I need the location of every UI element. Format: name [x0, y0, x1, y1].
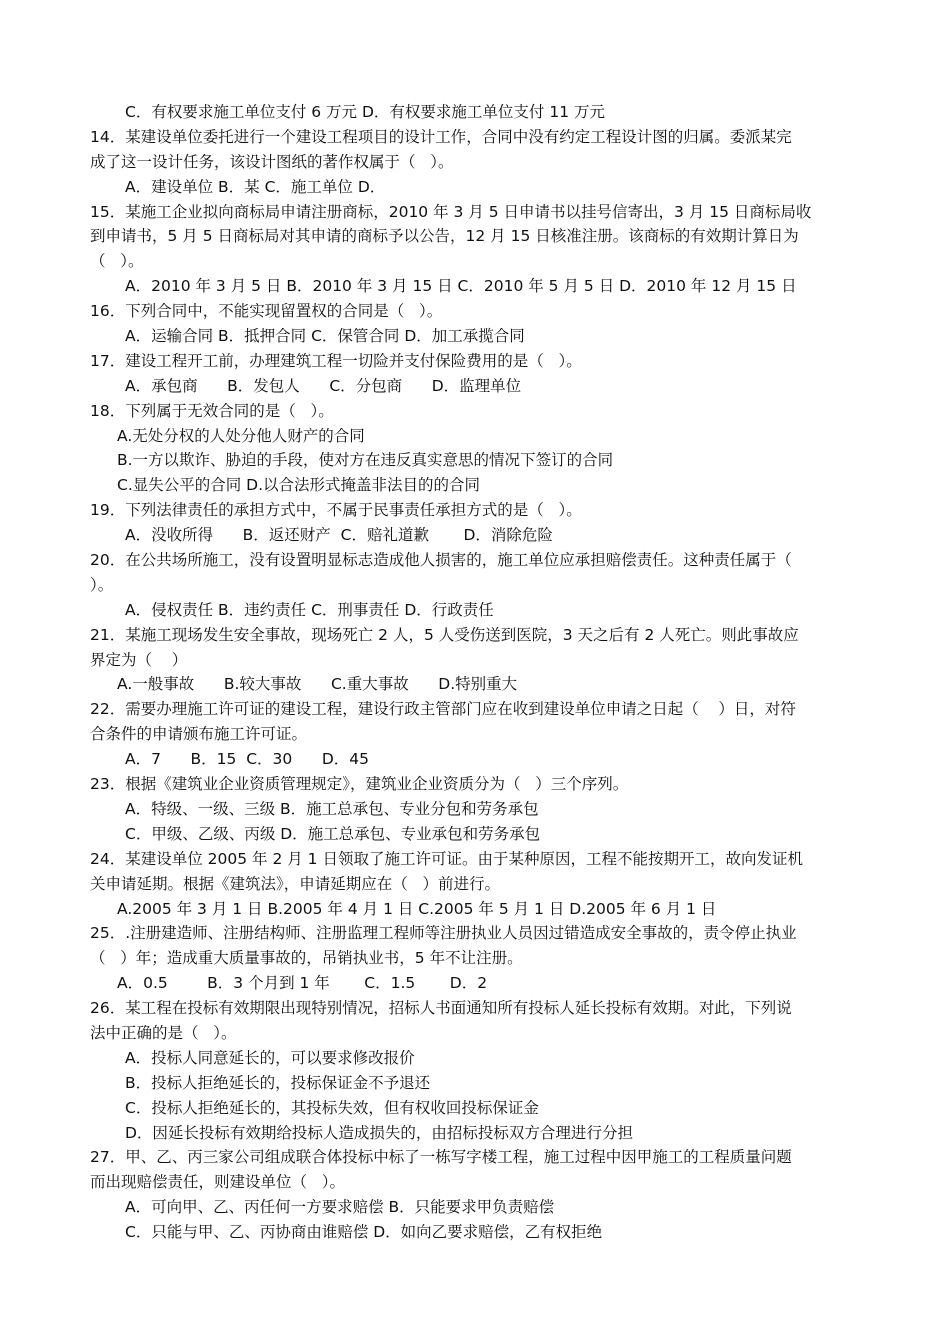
- option-line: B．投标人拒绝延长的，投标保证金不予退还: [125, 1073, 431, 1092]
- question-line: 24．某建设单位 2005 年 2 月 1 日领取了施工许可证。由于某种原因，工程不能按期开工，故向发证机: [90, 849, 803, 868]
- option-line: A．可向甲、乙、丙任何一方要求赔偿 B．只能要求甲负责赔偿: [125, 1198, 555, 1217]
- option-line: A.2005 年 3 月 1 日 B.2005 年 4 月 1 日 C.2005 年 5 月 1 日 D.2005 年 6 月 1 日: [117, 899, 717, 918]
- option-line: D．因延长投标有效期给投标人造成损失的，由招标投标双方合理进行分担: [125, 1123, 633, 1142]
- question-line: 合条件的申请颁布施工许可证。: [90, 725, 308, 744]
- question-line: 27．甲、乙、丙三家公司组成联合体投标中标了一栋写字楼工程，施工过程中因甲施工的工程质量问题: [90, 1148, 792, 1167]
- option-line: A．侵权责任 B．违约责任 C．刑事责任 D．行政责任: [125, 600, 494, 619]
- question-line: 成了这一设计任务，该设计图纸的著作权属于（ ）。: [90, 152, 454, 171]
- question-line: 23．根据《建筑业企业资质管理规定》，建筑业企业资质分为（ ）三个序列。: [90, 775, 629, 794]
- option-line: A.一般事故 B.较大事故 C.重大事故 D.特别重大: [117, 675, 518, 694]
- question-line: 17．建设工程开工前，办理建筑工程一切险并支付保险费用的是（ ）。: [90, 351, 582, 370]
- option-line: C.显失公平的合同 D.以合法形式掩盖非法目的的合同: [117, 476, 481, 495]
- question-line: 19．下列法律责任的承担方式中，不属于民事责任承担方式的是（ ）。: [90, 501, 582, 520]
- question-line: ）。: [90, 575, 114, 594]
- option-line: C．甲级、乙级、丙级 D．施工总承包、专业承包和劳务承包: [125, 824, 541, 843]
- document-page: [90, 100, 865, 1245]
- option-line: A.无处分权的人处分他人财产的合同: [117, 426, 365, 445]
- option-line: B.一方以欺诈、胁迫的手段，使对方在违反真实意思的情况下签订的合同: [117, 451, 614, 470]
- option-line: C．只能与甲、乙、丙协商由谁赔偿 D．如向乙要求赔偿，乙有权拒绝: [125, 1223, 603, 1242]
- question-line: 18．下列属于无效合同的是（ ）。: [90, 401, 334, 420]
- option-line: A．建设单位 B．某 C．施工单位 D．: [125, 177, 386, 196]
- option-line: C．投标人拒绝延长的，其投标失效，但有权收回投标保证金: [125, 1098, 539, 1117]
- question-line: 26．某工程在投标有效期限出现特别情况，招标人书面通知所有投标人延长投标有效期。对此，下列说: [90, 999, 792, 1018]
- question-line: 界定为（ ）: [90, 650, 188, 669]
- option-line: C．有权要求施工单位支付 6 万元 D．有权要求施工单位支付 11 万元: [125, 103, 605, 121]
- question-line: 到申请书，5 月 5 日商标局对其申请的商标予以公告，12 月 15 日核准注册。该商标的有效期计算日为: [90, 227, 799, 246]
- question-line: 关申请延期。根据《建筑法》，申请延期应在（ ）前进行。: [90, 874, 501, 893]
- question-line: 25．.注册建造师、注册结构师、注册监理工程师等注册执业人员因过错造成安全事故的，责令停止执业: [90, 924, 797, 943]
- question-line: 21．某施工现场发生安全事故，现场死亡 2 人，5 人受伤送到医院，3 天之后有 2 人死亡。则此事故应: [90, 625, 799, 644]
- option-line: A．7 B．15 C．30 D．45: [125, 750, 370, 769]
- question-line: 而出现赔偿责任，则建设单位（ ）。: [90, 1173, 346, 1192]
- question-line: 16．下列合同中，不能实现留置权的合同是（ ）。: [90, 302, 443, 321]
- option-line: A．运输合同 B．抵押合同 C．保管合同 D．加工承揽合同: [125, 327, 525, 346]
- option-line: A．没收所得 B．返还财产 C．赔礼道歉 D．消除危险: [125, 526, 553, 545]
- question-line: 法中正确的是（ ）。: [90, 1023, 237, 1042]
- option-line: A．0.5 B．3 个月到 1 年 C．1.5 D．2: [117, 974, 488, 993]
- option-line: A．特级、一级、三级 B．施工总承包、专业分包和劳务承包: [125, 799, 539, 818]
- question-line: 20．在公共场所施工，没有设置明显标志造成他人损害的，施工单位应承担赔偿责任。这种责任属于（: [90, 551, 792, 570]
- option-line: A．投标人同意延长的，可以要求修改报价: [125, 1048, 415, 1067]
- question-line: （ ）。: [90, 252, 144, 271]
- question-line: 14．某建设单位委托进行一个建设工程项目的设计工作，合同中没有约定工程设计图的归属。委派某完: [90, 127, 792, 146]
- option-line: A．承包商 B．发包人 C．分包商 D．监理单位: [125, 376, 522, 395]
- question-line: 22．需要办理施工许可证的建设工程，建设行政主管部门应在收到建设单位申请之日起（ ）日，对符: [90, 700, 796, 719]
- option-line: A．2010 年 3 月 5 日 B．2010 年 3 月 15 日 C．2010 年 5 月 5 日 D．2010 年 12 月 15 日: [125, 277, 797, 296]
- question-line: 15．某施工企业拟向商标局申请注册商标，2010 年 3 月 5 日申请书以挂号信寄出，3 月 15 日商标局收: [90, 202, 812, 221]
- question-line: （ ）年；造成重大质量事故的，吊销执业书，5 年不让注册。: [90, 949, 523, 968]
